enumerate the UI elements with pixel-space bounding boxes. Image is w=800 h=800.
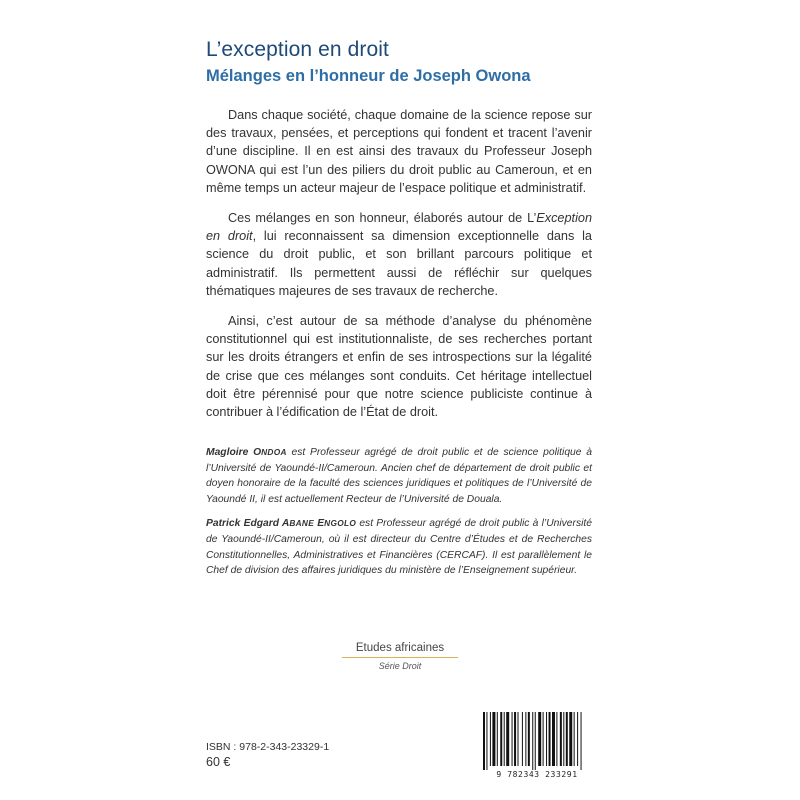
barcode-bar [497, 712, 498, 766]
book-title: L’exception en droit [206, 38, 389, 61]
price-text: 60 € [206, 755, 231, 769]
emphasized-title: Exception en droit [206, 211, 592, 244]
barcode-bar [546, 712, 547, 766]
series-subtitle: Série Droit [378, 661, 422, 671]
barcode-bar [486, 712, 487, 770]
blurb-paragraph-1: Dans chaque société, chaque domaine de la science repose sur des travaux, pensées, et perceptions qui fondent et tracent l’avenir d’une discipline. Il en est ainsi des travaux du Professeur Joseph OWONA qui est l’un des piliers du droit public au Cameroun, et en même temps un acteur majeur de l’espace politique et administratif. [206, 108, 592, 195]
barcode-bar [574, 712, 575, 766]
barcode-bar [538, 712, 541, 766]
barcode-bar [566, 712, 568, 766]
barcode-bar [563, 712, 564, 766]
isbn-text: ISBN : 978-2-343-23329-1 [206, 741, 330, 753]
barcode-bar [492, 712, 495, 766]
series-name: Etudes africaines [342, 642, 458, 658]
barcode-bar [577, 712, 578, 766]
barcode [481, 712, 593, 780]
book-subtitle: Mélanges en l’honneur de Joseph Owona [206, 67, 531, 85]
barcode-digits: 9 782343 233291 [496, 770, 578, 779]
barcode-bar [535, 712, 536, 770]
blurb-paragraph-3: Ainsi, c’est autour de sa méthode d’analyse du phénomène constitutionnel qui est institutionnaliste, de ses recherches portant sur les droits étrangers et enfin de ses introspections sur la légalité de crise que ces mélanges sont conduits. Cet héritage intellectuel doit être pérennisé pour que notre science publiciste continue à contribuer à l’édification de l’État de droit. [206, 314, 592, 420]
barcode-bar [560, 712, 562, 766]
author-bios [206, 445, 592, 588]
blurb-paragraph-2: Ces mélanges en son honneur, élaborés autour de L’Exception en droit, lui reconnaissent sa dimension exceptionnelle dans la science du droit public, et son brillant parcours politique et administratif. Ils permettent aussi de réfléchir sur quelques thématiques majeures de ses travaux de recherche. [206, 211, 592, 298]
author-name: Patrick Edgard ABANE ENGOLO [206, 518, 357, 530]
barcode-bar [490, 712, 491, 766]
barcode-bar [506, 712, 509, 766]
series-logo [320, 638, 480, 671]
barcode-bar [525, 712, 526, 766]
barcode-bar [483, 712, 485, 770]
barcode-bar [569, 712, 572, 766]
barcode-bar [522, 712, 523, 766]
barcode-bar [512, 712, 513, 766]
barcode-bar [532, 712, 533, 770]
author-bio-1: Magloire ONDOA est Professeur agrégé de droit public et de science politique à l’Université de Yaoundé-II/Cameroun. Ancien chef de département de droit public et doyen honoraire de la faculté des sciences juridiques et politiques de l’Université de Yaoundé II, il est actuellement Recteur de l’Université de Douala. [206, 447, 592, 505]
barcode-bars [481, 712, 593, 770]
barcode-bar [528, 712, 530, 766]
barcode-bar [500, 712, 502, 766]
barcode-bar [549, 712, 551, 766]
author-name: Magloire ONDOA [206, 447, 287, 458]
barcode-bar [556, 712, 557, 766]
barcode-bar [552, 712, 555, 766]
author-bio-2: Patrick Edgard ABANE ENGOLO est Professeur agrégé de droit public à l’Université de Yaoundé-II/Cameroun, où il est directeur du Centre d’Études et de Recherches Constitutionnelles, Administratives et Financières (CERCAF). Il est parallèlement le Chef de division des affaires juridiques du ministère de l’Enseignement supérieur. [206, 518, 592, 577]
barcode-bar [504, 712, 505, 766]
barcode-bar [581, 712, 582, 770]
barcode-bar [543, 712, 544, 766]
barcode-bar [514, 712, 516, 766]
barcode-bar [518, 712, 519, 766]
summary-blurb [206, 106, 592, 433]
